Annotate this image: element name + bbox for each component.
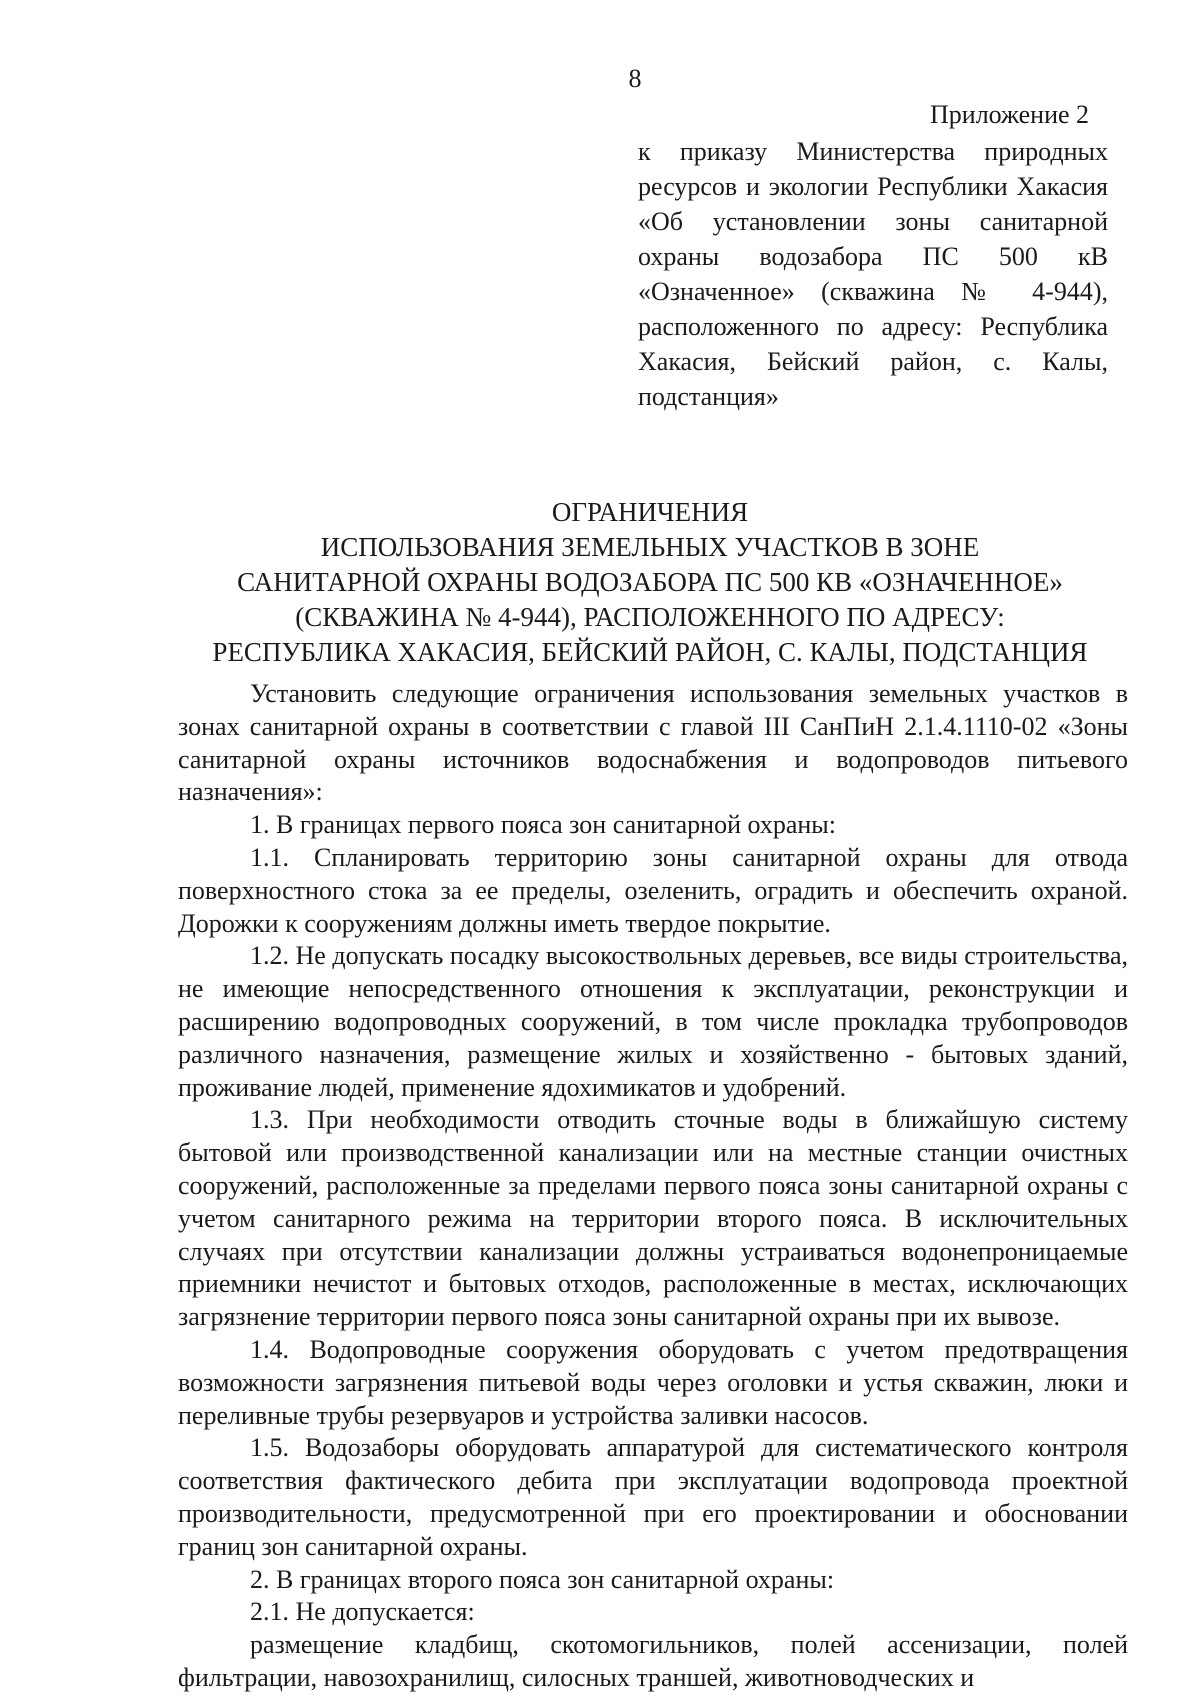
appendix-reference: к приказу Министерства природных ресурсов и экологии Республики Хакасия «Об установлении зоны санитарной охраны водозабора ПС 500 кВ «Означенное» (скважина № 4-944), расположенного по адресу: Республика Хакасия, Бейский район, с. Калы, подстанция» <box>638 137 1108 411</box>
title-line: САНИТАРНОЙ ОХРАНЫ ВОДОЗАБОРА ПС 500 КВ «ОЗНАЧЕННОЕ» <box>237 567 1063 597</box>
page-number: 8 <box>628 64 642 93</box>
appendix-label: Приложение 2 <box>930 100 1090 129</box>
item-2-1: 2.1. Не допускается: <box>250 1597 475 1627</box>
section-2-heading: 2. В границах второго пояса зон санитарной охраны: <box>250 1564 835 1594</box>
item-1-2: 1.2. Не допускать посадку высокоствольных деревьев, все виды строительства, не имеющие непосредственного отношения к эксплуатации, реконструкции и расширению водопроводных сооружений, в том числе прокладка трубопроводов различного назначения, размещение жилых и хозяйственно - бытовых зданий, проживание людей, применение ядохимикатов и удобрений. <box>178 941 1128 1102</box>
title-line: ОГРАНИЧЕНИЯ <box>551 497 749 527</box>
title-line: ИСПОЛЬЗОВАНИЯ ЗЕМЕЛЬНЫХ УЧАСТКОВ В ЗОНЕ <box>320 532 980 562</box>
document-title <box>180 495 1120 670</box>
title-line: (СКВАЖИНА № 4-944), РАСПОЛОЖЕННОГО ПО АДРЕСУ: <box>295 602 1005 632</box>
item-1-3: 1.3. При необходимости отводить сточные воды в ближайшую систему бытовой или производственной канализации или на местные станции очистных сооружений, расположенные за пределами первого пояса зоны санитарной охраны с учетом санитарного режима на территории второго пояса. В исключительных случаях при отсутствии канализации должны устраиваться водонепроницаемые приемники нечистот и бытовых отходов, расположенные в местах, исключающих загрязнение территории первого пояса зоны санитарной охраны при их вывозе. <box>178 1105 1128 1332</box>
item-2-1-text: размещение кладбищ, скотомогильников, полей ассенизации, полей фильтрации, навозохранилищ, силосных траншей, животноводческих и <box>178 1630 1128 1692</box>
intro-paragraph: Установить следующие ограничения использования земельных участков в зонах санитарной охраны в соответствии с главой III СанПиН 2.1.4.1110-02 «Зоны санитарной охраны источников водоснабжения и водопроводов питьевого назначения»: <box>178 679 1128 807</box>
item-1-5: 1.5. Водозаборы оборудовать аппаратурой для систематического контроля соответствия фактического дебита при эксплуатации водопровода проектной производительности, предусмотренной при его проектировании и обосновании границ зон санитарной охраны. <box>178 1433 1128 1561</box>
section-1-heading: 1. В границах первого пояса зон санитарной охраны: <box>250 810 836 840</box>
item-1-4: 1.4. Водопроводные сооружения оборудовать с учетом предотвращения возможности загрязнения питьевой воды через оголовки и устья скважин, люки и переливные трубы резервуаров и устройства заливки насосов. <box>178 1334 1128 1430</box>
item-1-1: 1.1. Спланировать территорию зоны санитарной охраны для отвода поверхностного стока за ее пределы, озеленить, оградить и обеспечить охраной. Дорожки к сооружениям должны иметь твердое покрытие. <box>178 842 1128 938</box>
document-body <box>178 678 1128 1695</box>
title-line: РЕСПУБЛИКА ХАКАСИЯ, БЕЙСКИЙ РАЙОН, С. КАЛЫ, ПОДСТАНЦИЯ <box>212 637 1088 667</box>
